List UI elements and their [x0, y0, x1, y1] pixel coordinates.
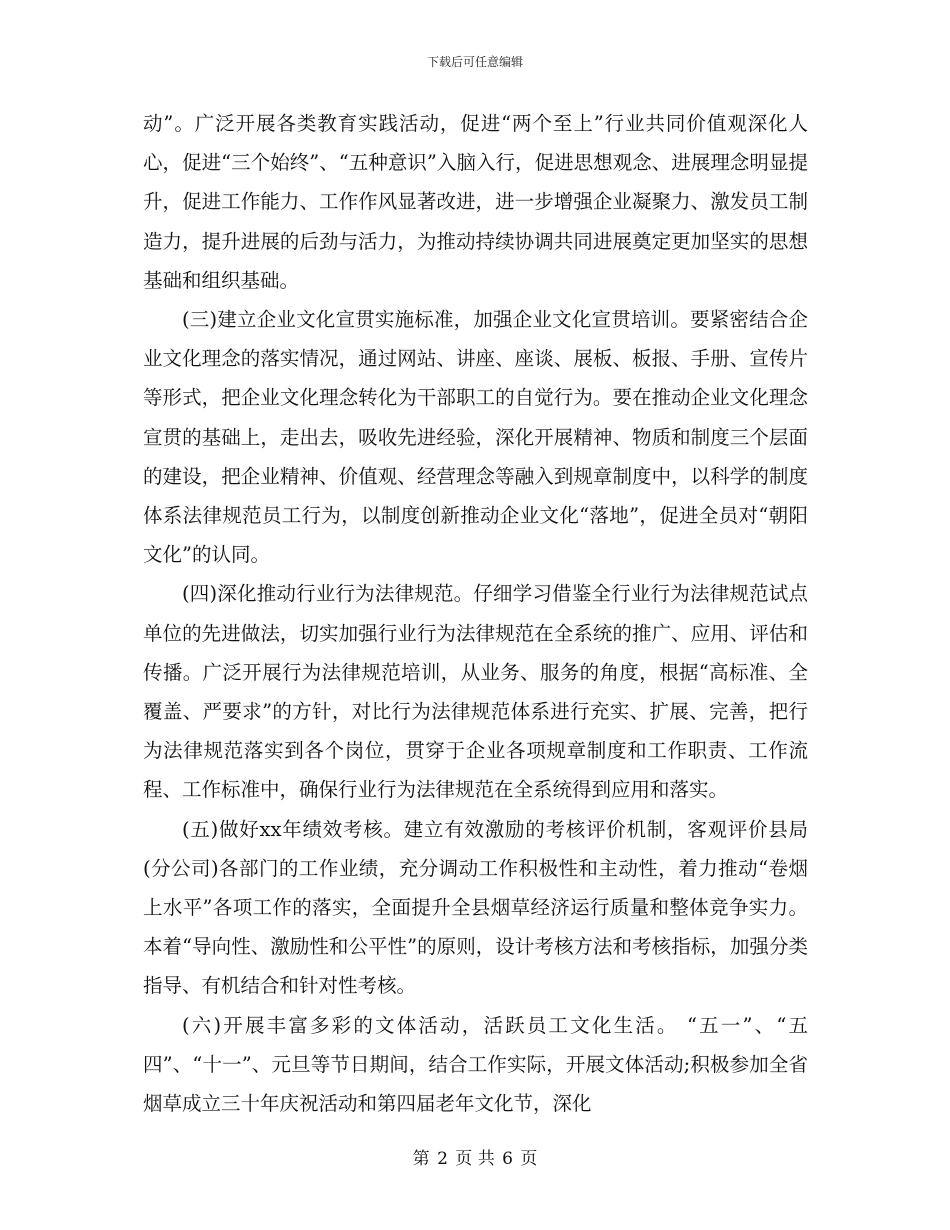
page-header: 下载后可任意编辑: [426, 55, 523, 69]
total-page-count: 6: [502, 1149, 513, 1169]
footer-middle: 页 共: [455, 1149, 495, 1169]
footer-prefix: 第: [412, 1149, 430, 1169]
paragraph-section-3: (三)建立企业文化宣贯实施标准，加强企业文化宣贯培训。要紧密结合企业文化理念的落实情况，通过网站、讲座、座谈、展板、板报、手册、宣传片等形式，把企业文化理念转化为干部职工的自觉行为。要在推动企业文化理念宣贯的基础上，走出去，吸收先进经验，深化开展精神、物质和制度三个层面的建设，把企业精神、价值观、经营理念等融入到规章制度中，以科学的制度体系法律规范员工行为，以制度创新推动企业文化“落地”，促进全员对“朝阳文化”的认同。: [143, 308, 808, 567]
current-page-number: 2: [437, 1149, 448, 1169]
page-footer: [0, 1148, 950, 1170]
footer-suffix: 页: [520, 1149, 538, 1169]
document-body: [143, 104, 808, 1123]
paragraph-section-4: (四)深化推动行业行为法律规范。仔细学习借鉴全行业行为法律规范试点单位的先进做法，切实加强行业行为法律规范在全系统的推广、应用、评估和传播。广泛开展行为法律规范培训，从业务、服务的角度，根据“高标准、全覆盖、严要求”的方针，对比行为法律规范体系进行充实、扩展、完善，把行为法律规范落实到各个岗位，贯穿于企业各项规章制度和工作职责、工作流程、工作标准中，确保行业行为法律规范在全系统得到应用和落实。: [143, 582, 808, 802]
paragraph-section-6: (六)开展丰富多彩的文体活动，活跃员工文化生活。 “五一”、“五四”、“十一”、元旦等节日期间，结合工作实际，开展文体活动;积极参加全省烟草成立三十年庆祝活动和第四届老年文化节，深化: [143, 1013, 808, 1116]
paragraph-section-5: (五)做好xx年绩效考核。建立有效激励的考核评价机制，客观评价县局(分公司)各部门的工作业绩，充分调动工作积极性和主动性，着力推动“卷烟上水平”各项工作的落实，全面提升全县烟草经济运行质量和整体竞争实力。本着“导向性、激励性和公平性”的原则，设计考核方法和考核指标，加强分类指导、有机结合和针对性考核。: [143, 817, 808, 998]
paragraph-continuation: 动”。广泛开展各类教育实践活动，促进“两个至上”行业共同价值观深化人心，促进“三个始终”、“五种意识”入脑入行，促进思想观念、进展理念明显提升，促进工作能力、工作作风显著改进，进一步增强企业凝聚力、激发员工制造力，提升进展的后劲与活力，为推动持续协调共同进展奠定更加坚实的思想基础和组织基础。: [143, 112, 808, 292]
